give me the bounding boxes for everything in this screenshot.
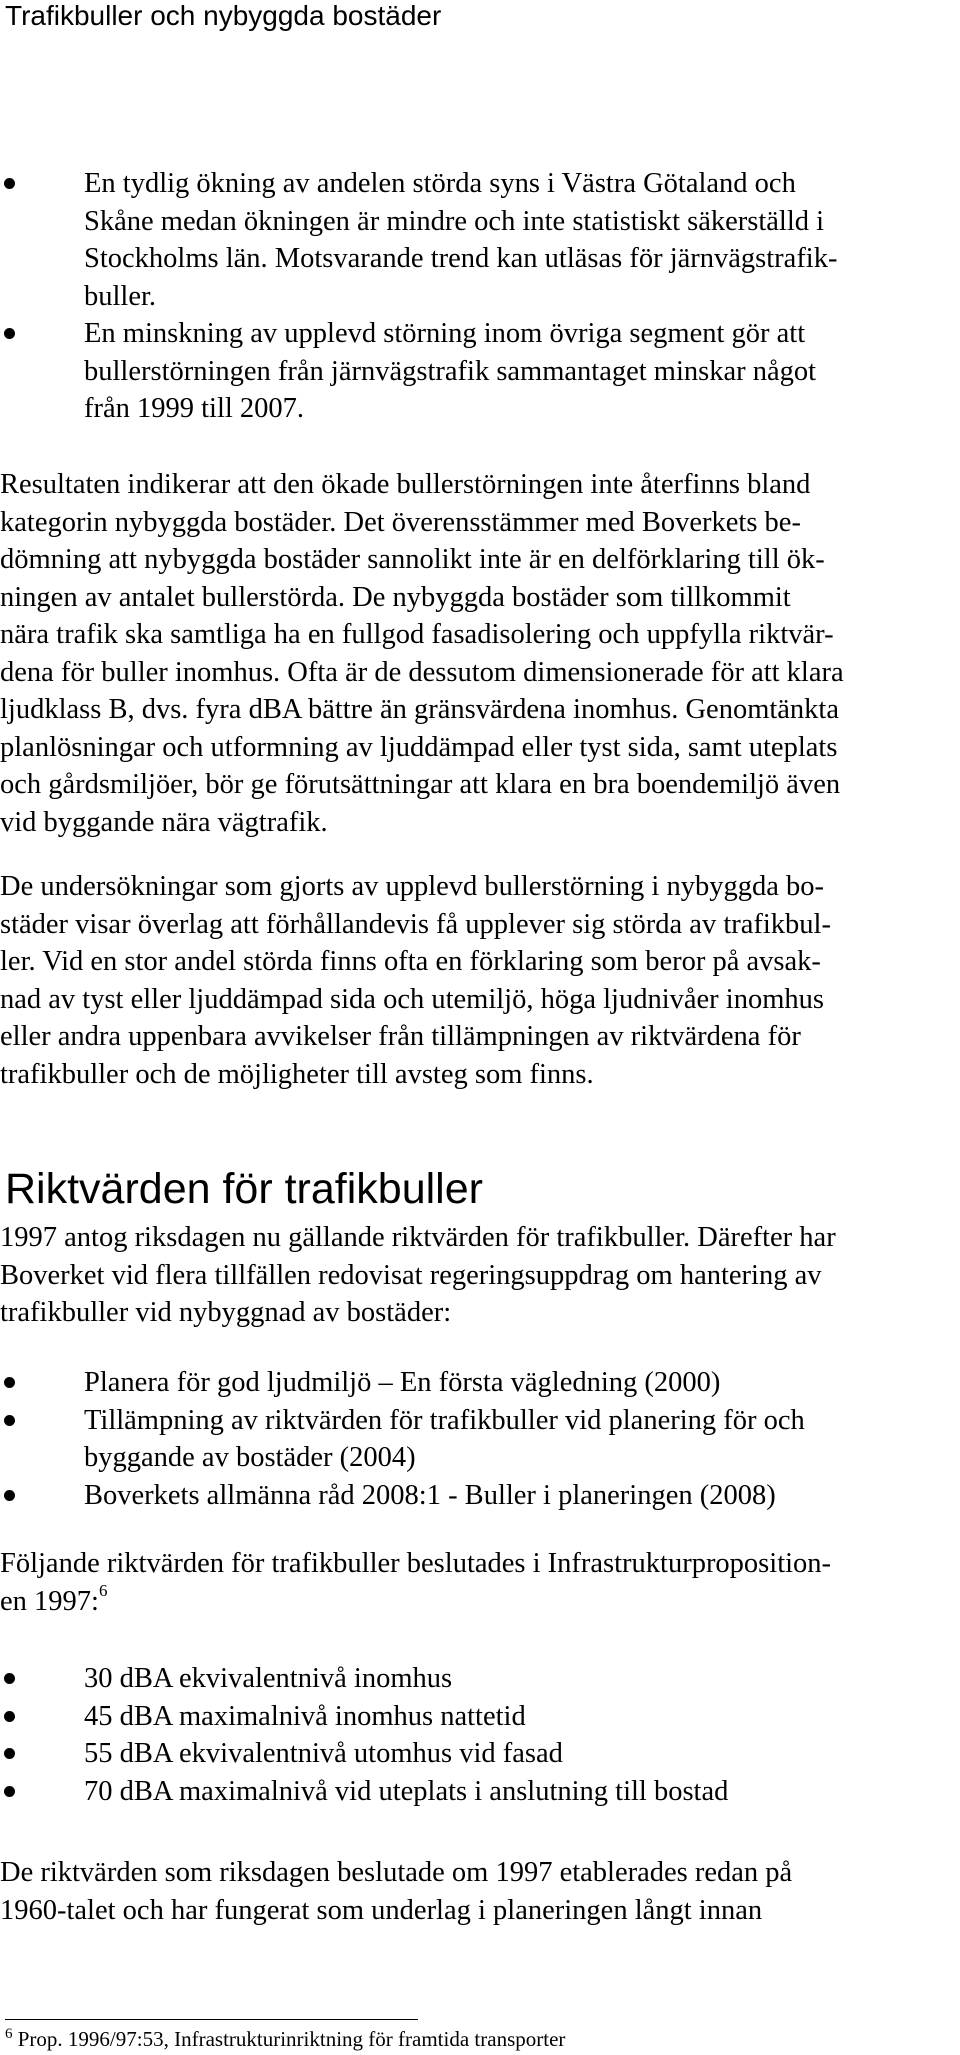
bullet-icon [4, 1377, 15, 1388]
list-item-line: En minskning av upplevd störning inom övriga segment gör att [84, 318, 806, 349]
list-item-line: från 1999 till 2007. [84, 393, 305, 424]
list-item-line: byggande av bostäder (2004) [84, 1442, 416, 1473]
paragraph-proposition [0, 1545, 945, 1620]
paragraph-line: Resultaten indikerar att den ökade bullerstörningen inte återfinns bland [0, 469, 811, 500]
paragraph-line: dena för buller inomhus. Ofta är de dessutom dimensionerade för att klara [0, 656, 844, 688]
paragraph-guidelines-intro [0, 1219, 945, 1332]
list-item-line: Skåne medan ökningen är mindre och inte statistiskt säkerställd i [84, 205, 825, 237]
list-item [0, 1364, 945, 1402]
paragraph-line: kategorin nybyggda bostäder. Det överensstämmer med Boverkets be- [0, 506, 801, 538]
list-item-line: En tydlig ökning av andelen störda syns i Västra Götaland och [84, 168, 796, 199]
list-item [0, 1698, 945, 1736]
paragraph-line: dömning att nybyggda bostäder sannolikt inte är en delförklaring till ök- [0, 544, 825, 575]
paragraph-line: ler. Vid en stor andel störda finns ofta en förklaring som beror på avsak- [0, 946, 821, 977]
footnote-number: 6 [5, 2026, 13, 2042]
list-item-line: Planera för god ljudmiljö – En första vägledning (2000) [84, 1367, 721, 1398]
list-item-line: Boverkets allmänna råd 2008:1 - Buller i planeringen (2008) [84, 1479, 776, 1511]
paragraph-line: nära trafik ska samtliga ha en fullgod fasadisolering och uppfylla riktvär- [0, 619, 834, 650]
list-item-line: 45 dBA maximalnivå inomhus nattetid [84, 1700, 526, 1732]
paragraph-line: 1997 antog riksdagen nu gällande riktvärden för trafikbuller. Därefter har [0, 1222, 836, 1253]
paragraph-line: De undersökningar som gjorts av upplevd bullerstörning i nybyggda bo- [0, 871, 824, 902]
list-item [0, 315, 945, 428]
bullet-icon [4, 1415, 15, 1426]
bullet-icon [4, 1748, 15, 1759]
list-item [0, 165, 945, 315]
footnote-divider [5, 2019, 418, 2020]
list-item-line: 70 dBA maximalnivå vid uteplats i anslutning till bostad [84, 1775, 729, 1807]
paragraph-line: De riktvärden som riksdagen beslutade om 1997 etablerades redan på [0, 1857, 793, 1888]
paragraph-line: trafikbuller och de möjligheter till avsteg som finns. [0, 1058, 594, 1090]
section-heading: Riktvärden för trafikbuller [5, 1165, 483, 1213]
paragraph-line: trafikbuller vid nybyggnad av bostäder: [0, 1297, 452, 1328]
paragraph-line: 1960-talet och har fungerat som underlag i planeringen långt innan [0, 1894, 763, 1926]
bullet-icon [4, 1786, 15, 1797]
paragraph-line: ljudklass B, dvs. fyra dBA bättre än gränsvärdena inomhus. Genomtänkta [0, 694, 839, 725]
bullet-icon [4, 1490, 15, 1501]
paragraph-line: och gårdsmiljöer, bör ge förutsättningar att klara en bra boendemiljö även [0, 769, 841, 800]
bullet-icon [4, 1711, 15, 1722]
list-item-line: Tillämpning av riktvärden för trafikbuller vid planering för och [84, 1404, 805, 1436]
paragraph-line: städer visar överlag att förhållandevis få upplever sig störda av trafikbul- [0, 908, 831, 940]
list-item [0, 1660, 945, 1698]
list-item [0, 1477, 945, 1515]
list-item [0, 1735, 945, 1773]
paragraph-line: Följande riktvärden för trafikbuller beslutades i Infrastrukturproposition- [0, 1548, 832, 1579]
paragraph-history [0, 1854, 945, 1929]
bullet-icon [4, 1673, 15, 1684]
paragraph-line: ningen av antalet bullerstörda. De nybyggda bostäder som tillkommit [0, 581, 791, 613]
paragraph-line [0, 1580, 945, 1621]
paragraph-line: Boverket vid flera tillfällen redovisat regeringsuppdrag om hantering av [0, 1259, 822, 1291]
list-item [0, 1773, 945, 1811]
paragraph-line-text: en 1997: [0, 1585, 99, 1617]
bullet-icon [4, 178, 15, 189]
paragraph-line: nad av tyst eller ljuddämpad sida och utemiljö, höga ljudnivåer inomhus [0, 983, 824, 1015]
list-item-line: 55 dBA ekvivalentnivå utomhus vid fasad [84, 1738, 563, 1769]
bullet-icon [4, 328, 15, 339]
bullet-list-publications [0, 1364, 945, 1514]
running-header: Trafikbuller och nybyggda bostäder [5, 0, 442, 31]
list-item-line: Stockholms län. Motsvarande trend kan utläsas för järnvägstrafik- [84, 243, 838, 274]
footnote-text: Prop. 1996/97:53, Infrastrukturinriktning för framtida transporter [17, 2027, 566, 2051]
paragraph-line: eller andra uppenbara avvikelser från tillämpningen av riktvärdena för [0, 1021, 801, 1052]
list-item-line: buller. [84, 280, 157, 312]
list-item-line: 30 dBA ekvivalentnivå inomhus [84, 1663, 453, 1694]
bullet-list-guideline-values [0, 1660, 945, 1810]
paragraph-results [0, 466, 945, 841]
bullet-list-trends [0, 165, 945, 428]
paragraph-surveys [0, 868, 945, 1093]
list-item-line: bullerstörningen från järnvägstrafik sammantaget minskar något [84, 355, 817, 387]
paragraph-line: planlösningar och utformning av ljuddämpad eller tyst sida, samt uteplats [0, 731, 838, 763]
footnote-reference[interactable]: 6 [98, 1580, 108, 1600]
list-item [0, 1402, 945, 1477]
paragraph-line: vid byggande nära vägtrafik. [0, 806, 328, 838]
footnote [5, 2026, 565, 2052]
